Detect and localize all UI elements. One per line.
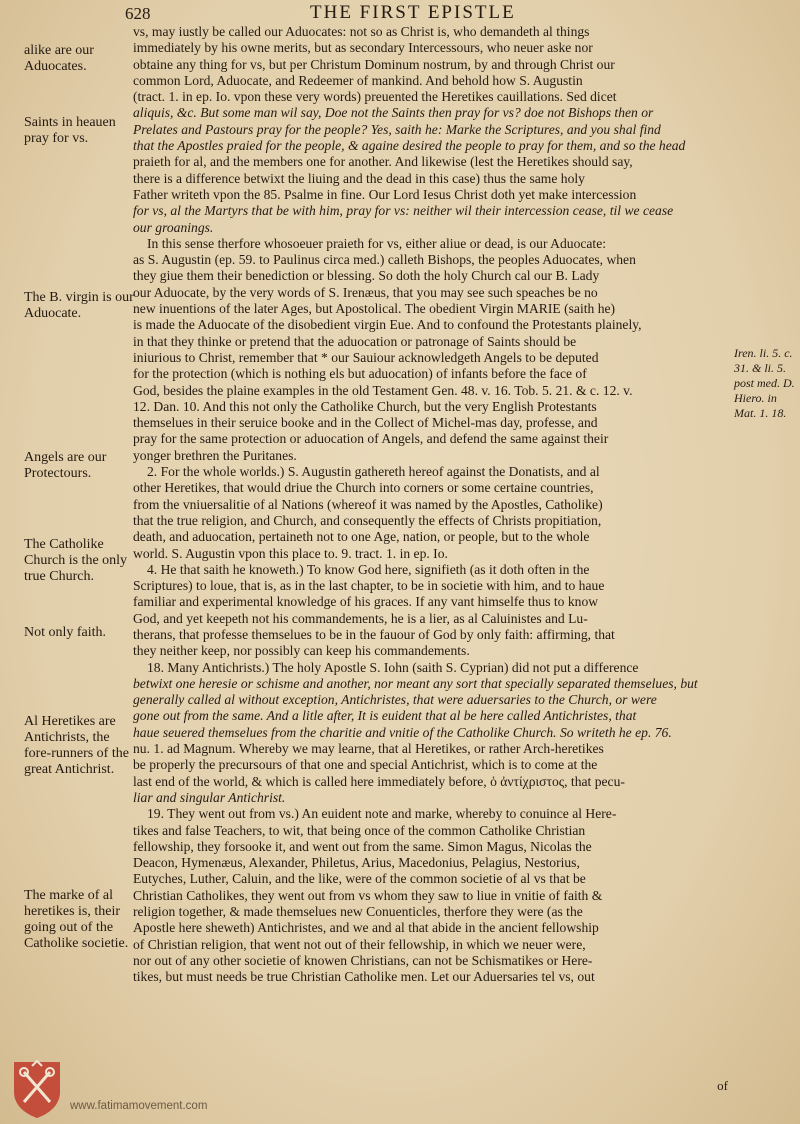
text-line: yonger brethren the Puritanes. [133, 447, 297, 463]
text-line: familiar and experimental knowledge of his graces. If any vant himselfe thus to know [133, 594, 599, 610]
text-line: our Aduocate, by the very words of S. Irenæus, that you may see such speaches be no [133, 284, 598, 300]
text-line: for the protection (which is nothing els but aduocation) of infants before the face of [133, 366, 587, 382]
text-line: generally called al without exception, Antichristes, that were aduersaries to the Church, or were [133, 692, 657, 708]
text-line: betwixt one heresie or schisme and another, nor meant any sort that specially separated themselues, but [133, 675, 698, 691]
text-line: nor out of any other societie of knowen Christians, can not be Schismatikes or Here- [133, 952, 593, 968]
text-line: death, and aduocation, pertaineth not to one Age, nation, or people, but to the whole [133, 529, 590, 545]
text-line: is made the Aduocate of the disobedient virgin Eue. And to confound the Protestants plainely, [133, 317, 642, 333]
text-line: Prelates and Pastours pray for the people? Yes, saith he: Marke the Scriptures, and you shal find [133, 121, 661, 137]
text-line: they neither keep, nor possibly can keep his commandements. [133, 643, 470, 659]
text-line: themselues in their seruice booke and in the Collect of Michel-mas day, professe, and [133, 415, 598, 431]
text-line: Christian Catholikes, they went out from vs whom they saw to liue in vnitie of faith & [133, 887, 603, 903]
text-line: gone out from the same. And a litle after, It is euident that al be here called Antichristes, that [133, 708, 637, 724]
margin-note-not-only-faith: Not only faith. [24, 625, 107, 640]
text-line: obtaine any thing for vs, but per Christum Dominum nostrum, by and through Christ our [133, 56, 615, 72]
text-line: therans, that professe themselues to be in the fauour of God by only faith: affirming, that [133, 626, 615, 642]
paragraph-advocates [133, 24, 729, 236]
page-body [133, 24, 729, 986]
text-line: for vs, al the Martyrs that be with him, pray for vs: neither wil their intercession cease, til we cease [133, 203, 674, 219]
running-title: THE FIRST EPISTLE [310, 2, 516, 23]
text-line: God, and yet keepeth not his commandements, he is a lier, as al Caluinistes and Lu- [133, 610, 588, 626]
paragraph-went-out [133, 806, 729, 985]
paragraph-knoweth [133, 562, 729, 660]
text-line: aliquis, &c. But some man wil say, Doe not the Saints then pray for vs? doe not Bishops then or [133, 105, 654, 121]
text-line: 18. Many Antichrists.) The holy Apostle S. Iohn (saith S. Cyprian) did not put a difference [147, 659, 639, 675]
footer [0, 1080, 800, 1124]
text-line: tikes, but must needs be true Christian Catholike men. Let our Aduersaries tel vs, out [133, 969, 595, 985]
margin-note-antichrists: Al Heretikes are Antichrists, the fore-runners of the great Antichrist. [24, 714, 129, 777]
page-header [125, 4, 786, 26]
text-line: In this sense therfore whosoeuer praieth for vs, either aliue or dead, is our Aduocate: [147, 235, 607, 251]
text-line: Father writeth vpon the 85. Psalme in fine. Our Lord Iesus Christ doth yet make intercession [133, 186, 637, 202]
text-line: from the vniuersalitie of al Nations (whereof it was named by the Apostles, Catholike) [133, 496, 603, 512]
footer-url[interactable]: www.fatimamovement.com [70, 1100, 208, 1112]
text-line: that the true religion, and Church, and consequently the effects of Christs propitiation, [133, 512, 602, 528]
text-line: of Christian religion, that went not out of their fellowship, in which we neuer were, [133, 936, 586, 952]
paragraph-in-this-sense [133, 236, 729, 464]
text-line: (tract. 1. in ep. Io. vpon these very words) preuented the Heretikes cauillations. Sed dicet [133, 89, 617, 105]
margin-note-marke-of-heretikes: The marke of al heretikes is, their going out of the Catholike societie. [24, 888, 129, 951]
papal-keys-crest-icon [10, 1058, 64, 1120]
text-line: 4. He that saith he knoweth.) To know God here, signifieth (as it doth often in the [147, 561, 590, 577]
text-line: 2. For the whole worlds.) S. Augustin gathereth hereof against the Donatists, and al [147, 464, 600, 480]
text-line: that the Apostles praied for the people, & againe desired the people to pray for them, and so the head [133, 138, 686, 154]
text-line: there is a difference betwixt the liuing and the dead in this case) thus the same holy [133, 170, 585, 186]
margin-note-catholike-church: The Catholike Church is the only true Church. [24, 537, 128, 584]
paragraph-many-antichrists [133, 660, 729, 807]
text-line: common Lord, Aduocate, and Redeemer of mankind. And behold how S. Augustin [133, 72, 583, 88]
text-line: new inuentions of the later Ages, but Apostolical. The obedient Virgin MARIE (saith he) [133, 301, 616, 317]
text-line: last end of the world, & which is called here immediately before, ὁ ἀντίχριστος, that pecu- [133, 773, 625, 789]
text-line: praieth for al, and the members one for another. And likewise (lest the Heretikes should say, [133, 154, 633, 170]
text-line: Apostle here sheweth) Antichristes, and we and al that abide in the ancient fellowship [133, 920, 599, 936]
margin-note-angels: Angels are our Protectours. [24, 450, 107, 481]
text-line: immediately by his owne merits, but as secondary Intercessours, who neuer aske nor [133, 40, 593, 56]
text-line: Scriptures) to loue, that is, as in the last chapter, to be in societie with him, and to haue [133, 578, 605, 594]
text-line: our groanings. [133, 219, 214, 235]
page-number: 628 [125, 4, 151, 23]
margin-note-virgin-advocate: The B. virgin is our Aduocate. [24, 290, 134, 321]
text-line: liar and singular Antichrist. [133, 789, 286, 805]
text-line: nu. 1. ad Magnum. Whereby we may learne, that al Heretikes, or rather Arch-heretikes [133, 741, 604, 757]
text-line: tikes and false Teachers, to wit, that being once of the common Catholike Christian [133, 822, 586, 838]
margin-note-advocates: alike are our Aduocates. [24, 43, 94, 74]
paragraph-whole-world [133, 464, 729, 562]
text-line: vs, may iustly be called our Aduocates: not so as Christ is, who demandeth al things [133, 24, 590, 39]
text-line: fellowship, they forsooke it, and went out from the same. Simon Magus, Nicolas the [133, 838, 592, 854]
text-line: other Heretikes, that would driue the Church into corners or some certaine countries, [133, 480, 594, 496]
text-line: religion together, & made themselues new Conuenticles, therfore they were (as the [133, 904, 583, 920]
text-line: Deacon, Hymenæus, Alexander, Philetus, Arius, Macedonius, Pelagius, Nestorius, [133, 855, 580, 871]
right-note-irenaeus: Iren. li. 5. c. 31. & li. 5. post med. D. Hiero. in Mat. 1. 18. [734, 346, 795, 420]
text-line: Eutyches, Luther, Caluin, and the like, were of the common societie of al vs that be [133, 871, 586, 887]
text-line: iniurious to Christ, remember that * our Sauiour acknowledgeth Angels to be deputed [133, 349, 599, 365]
text-line: be properly the precursours of that one and special Antichrist, which is to come at the [133, 757, 598, 773]
text-line: haue seuered themselues from the charitie and vnitie of the Catholike Church. So writeth he ep. 76. [133, 724, 672, 740]
text-line: world. S. Augustin vpon this place to. 9. tract. 1. in ep. Io. [133, 545, 448, 561]
text-line: as S. Augustin (ep. 59. to Paulinus circa med.) calleth Bishops, the peoples Aduocates, when [133, 252, 636, 268]
text-line: God, besides the plaine examples in the old Testament Gen. 48. v. 16. Tob. 5. 21. & c. 12. v. [133, 382, 633, 398]
text-line: pray for the same protection or aduocation of Angels, and defend the same against their [133, 431, 609, 447]
text-line: they giue them their benediction or blessing. So doth the holy Church cal our B. Lady [133, 268, 600, 284]
catchword: of [717, 1078, 728, 1093]
margin-note-saints-pray: Saints in heauen pray for vs. [24, 115, 116, 146]
text-line: 12. Dan. 10. And this not only the Catholike Church, but the very English Protestants [133, 398, 597, 414]
text-line: in that they thinke or pretend that the aduocation or patronage of Saints should be [133, 333, 577, 349]
text-line: 19. They went out from vs.) An euident note and marke, whereby to conuince al Here- [147, 806, 617, 822]
